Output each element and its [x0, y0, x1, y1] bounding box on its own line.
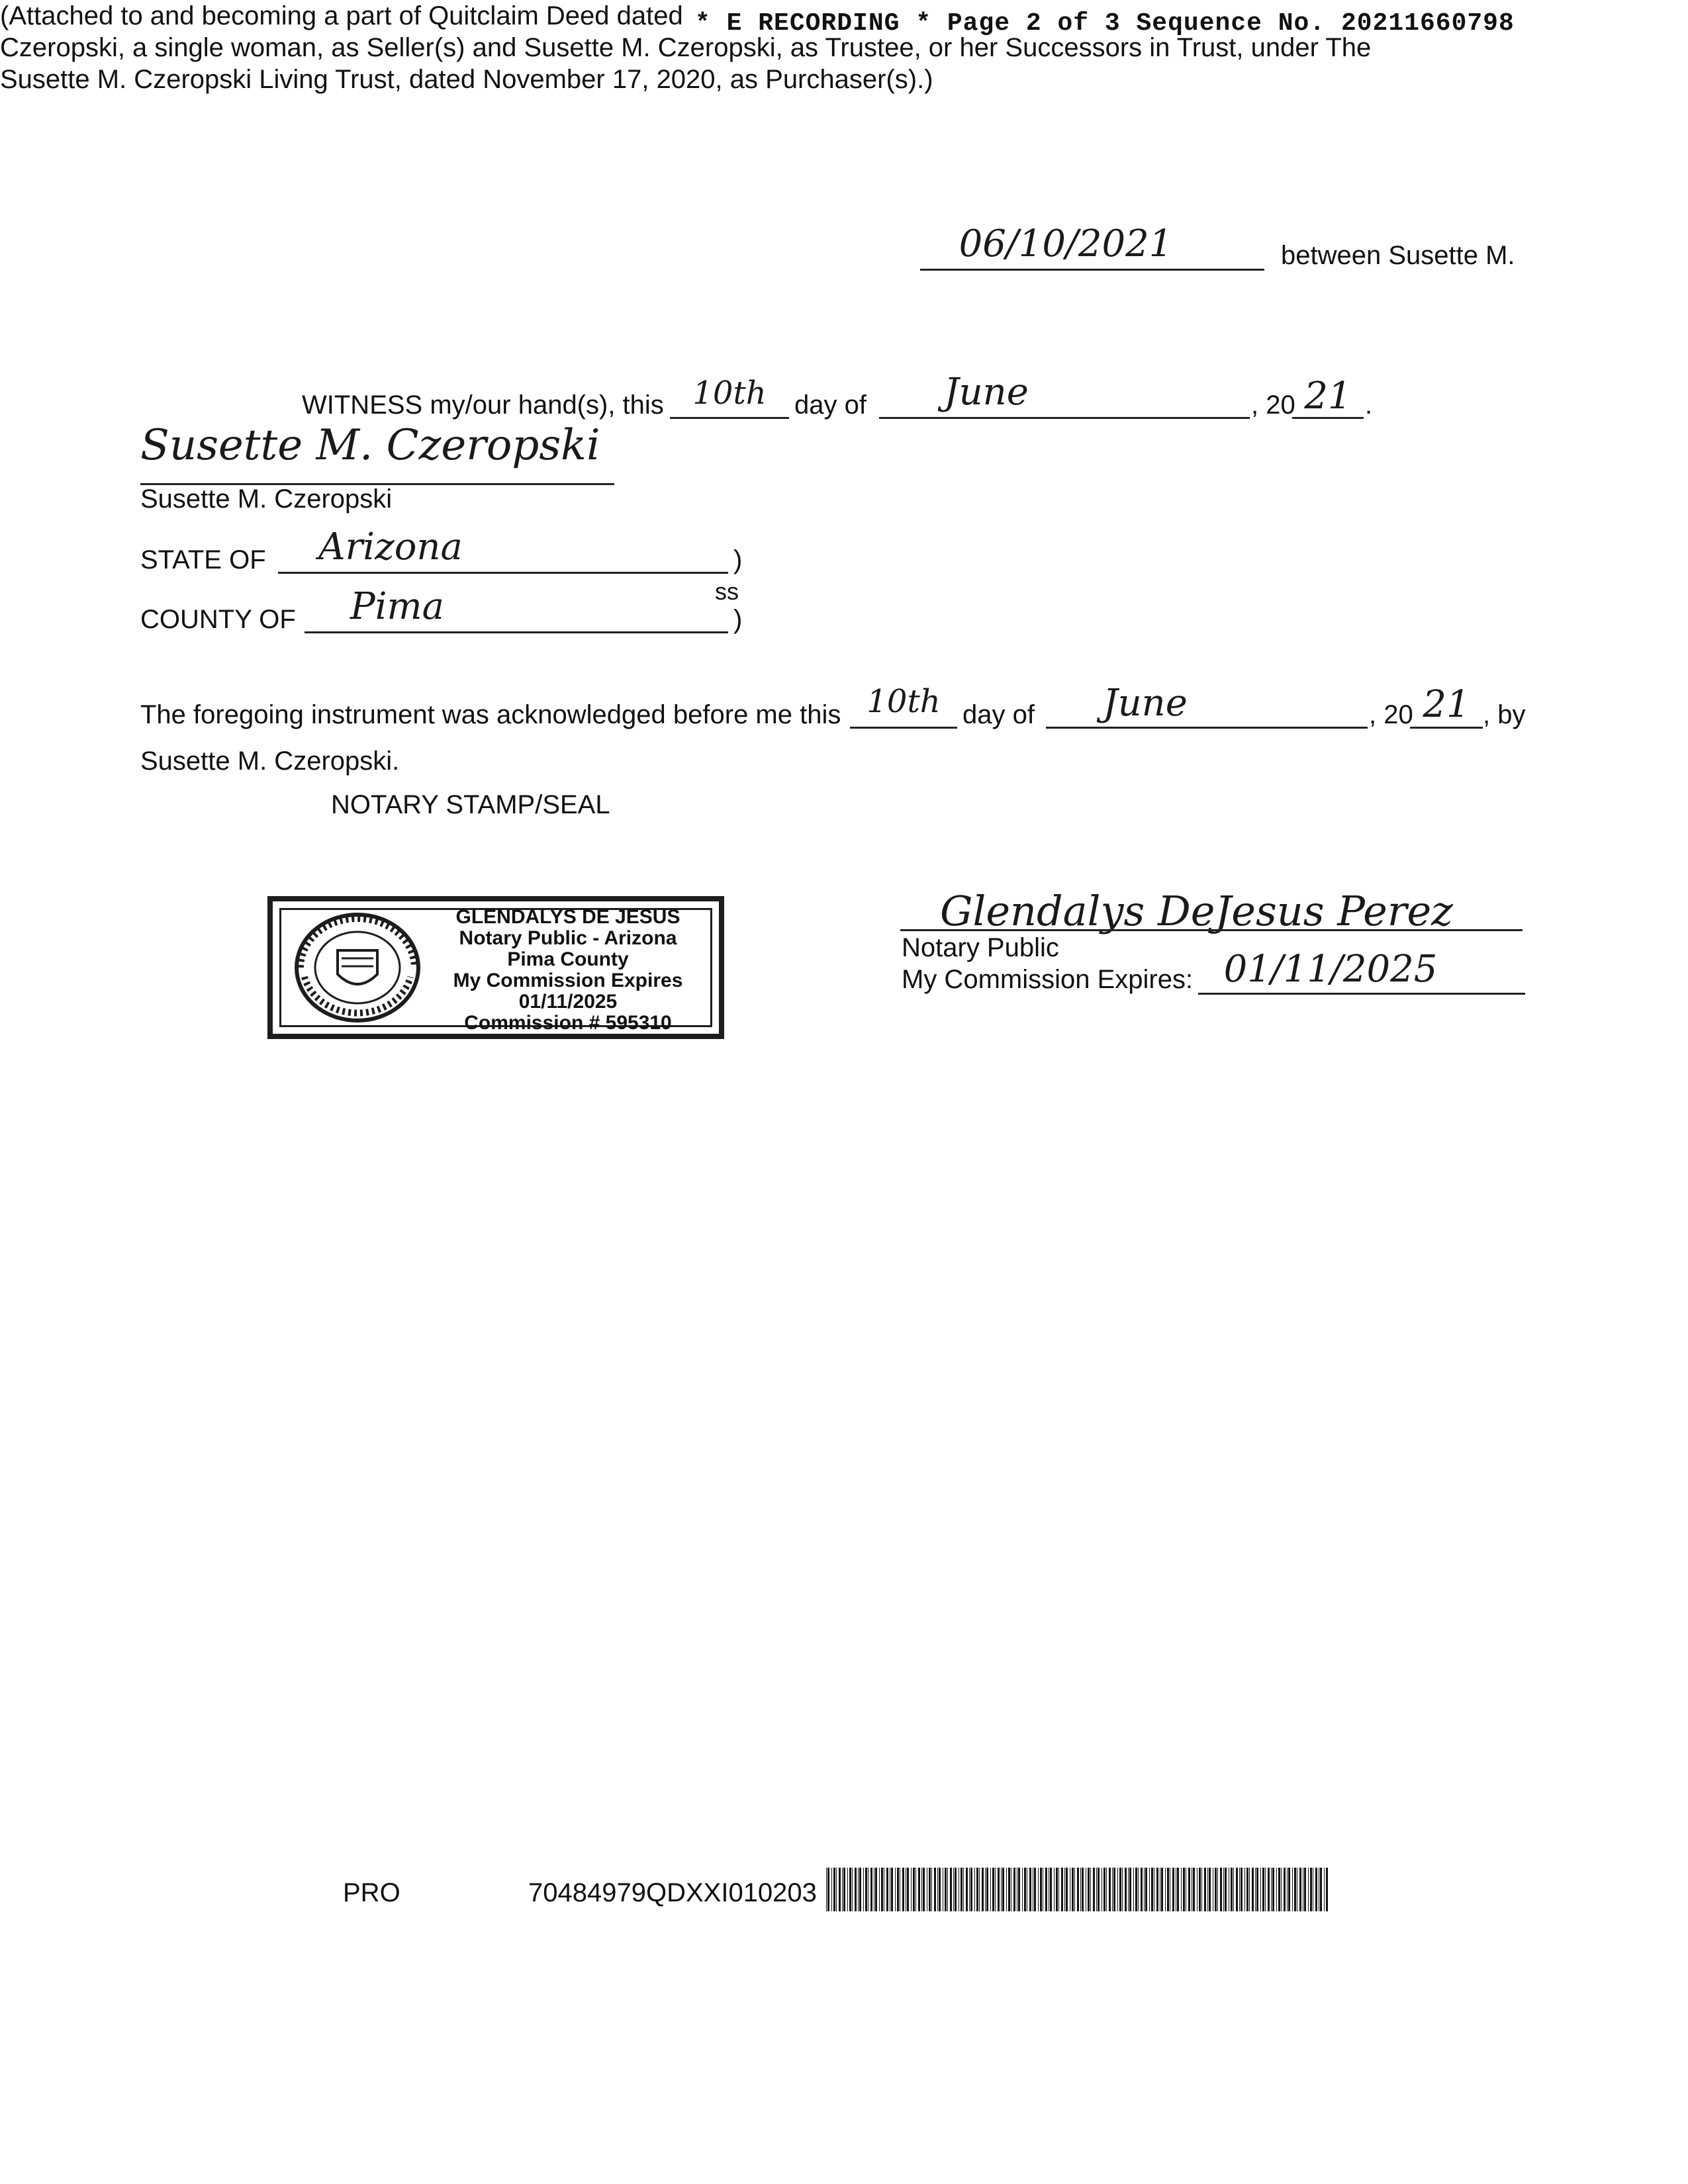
stamp-line4: My Commission Expires [453, 970, 683, 991]
notary-stamp-label: NOTARY STAMP/SEAL [331, 790, 610, 819]
notary-stamp-text [429, 907, 707, 1034]
ack-day-handwritten: 10th [867, 683, 941, 720]
witness-prefix: WITNESS my/our hand(s), this [302, 390, 664, 420]
arizona-seal-icon [291, 911, 424, 1024]
stamp-line5: 01/11/2025 [518, 991, 618, 1013]
ack-year-prefix: , 20 [1369, 700, 1413, 729]
commission-expires-label: My Commission Expires: [902, 965, 1194, 994]
footer-code: PRO [343, 1878, 400, 1907]
deed-date-handwritten: 06/10/2021 [959, 222, 1173, 265]
state-paren: ) [733, 545, 743, 574]
ss-mark: ss [715, 578, 739, 605]
signer-signature-line [140, 457, 614, 485]
witness-year-handwritten: 21 [1304, 375, 1352, 418]
witness-month-handwritten: June [944, 371, 1029, 414]
notary-stamp [267, 896, 724, 1039]
commission-expires-handwritten: 01/11/2025 [1223, 948, 1438, 991]
stamp-line1: GLENDALYS DE JESUS [455, 906, 680, 928]
witness-day-of: day of [794, 390, 867, 420]
ack-month-handwritten: June [1103, 682, 1188, 725]
attachment-line3: Susette M. Czeropski Living Trust, dated November 17, 2020, as Purchaser(s).) [0, 65, 933, 94]
stamp-line6: Commission # 595310 [464, 1012, 672, 1034]
recording-header: * E RECORDING * Page 2 of 3 Sequence No. 20211660798 [695, 9, 1515, 38]
ack-prefix: The foregoing instrument was acknowledged before me this [140, 700, 841, 729]
stamp-line3: Pima County [507, 948, 629, 970]
attachment-line2: Czeropski, a single woman, as Seller(s) and Susette M. Czeropski, as Trustee, or her Successors in Trust, under The [0, 33, 1372, 62]
barcode-icon [826, 1868, 1329, 1911]
witness-year-prefix: , 20 [1251, 390, 1295, 420]
signer-name: Susette M. Czeropski [140, 484, 393, 514]
state-label: STATE OF [140, 545, 266, 574]
ack-suffix: , by [1483, 700, 1526, 729]
state-handwritten: Arizona [318, 525, 463, 569]
signer-signature: Susette M. Czeropski [140, 421, 600, 470]
ack-line2: Susette M. Czeropski. [140, 747, 400, 776]
barcode-text: 70484979QDXXI010203 [528, 1878, 817, 1907]
ack-year-handwritten: 21 [1423, 683, 1470, 726]
county-label: COUNTY OF [140, 605, 296, 634]
notary-signature-line [900, 900, 1523, 931]
county-handwritten: Pima [350, 585, 445, 628]
notary-public-label: Notary Public [902, 933, 1059, 962]
stamp-line2: Notary Public - Arizona [459, 927, 677, 949]
attachment-prefix: (Attached to and becoming a part of Quitclaim Deed dated [0, 1, 683, 30]
attachment-line1-suffix: between Susette M. [1281, 241, 1515, 270]
witness-day-handwritten: 10th [692, 375, 767, 412]
county-paren: ) [733, 605, 743, 634]
witness-end: . [1365, 390, 1373, 420]
notary-signature: Glendalys DeJesus Perez [940, 887, 1453, 935]
ack-day-of: day of [962, 700, 1035, 729]
